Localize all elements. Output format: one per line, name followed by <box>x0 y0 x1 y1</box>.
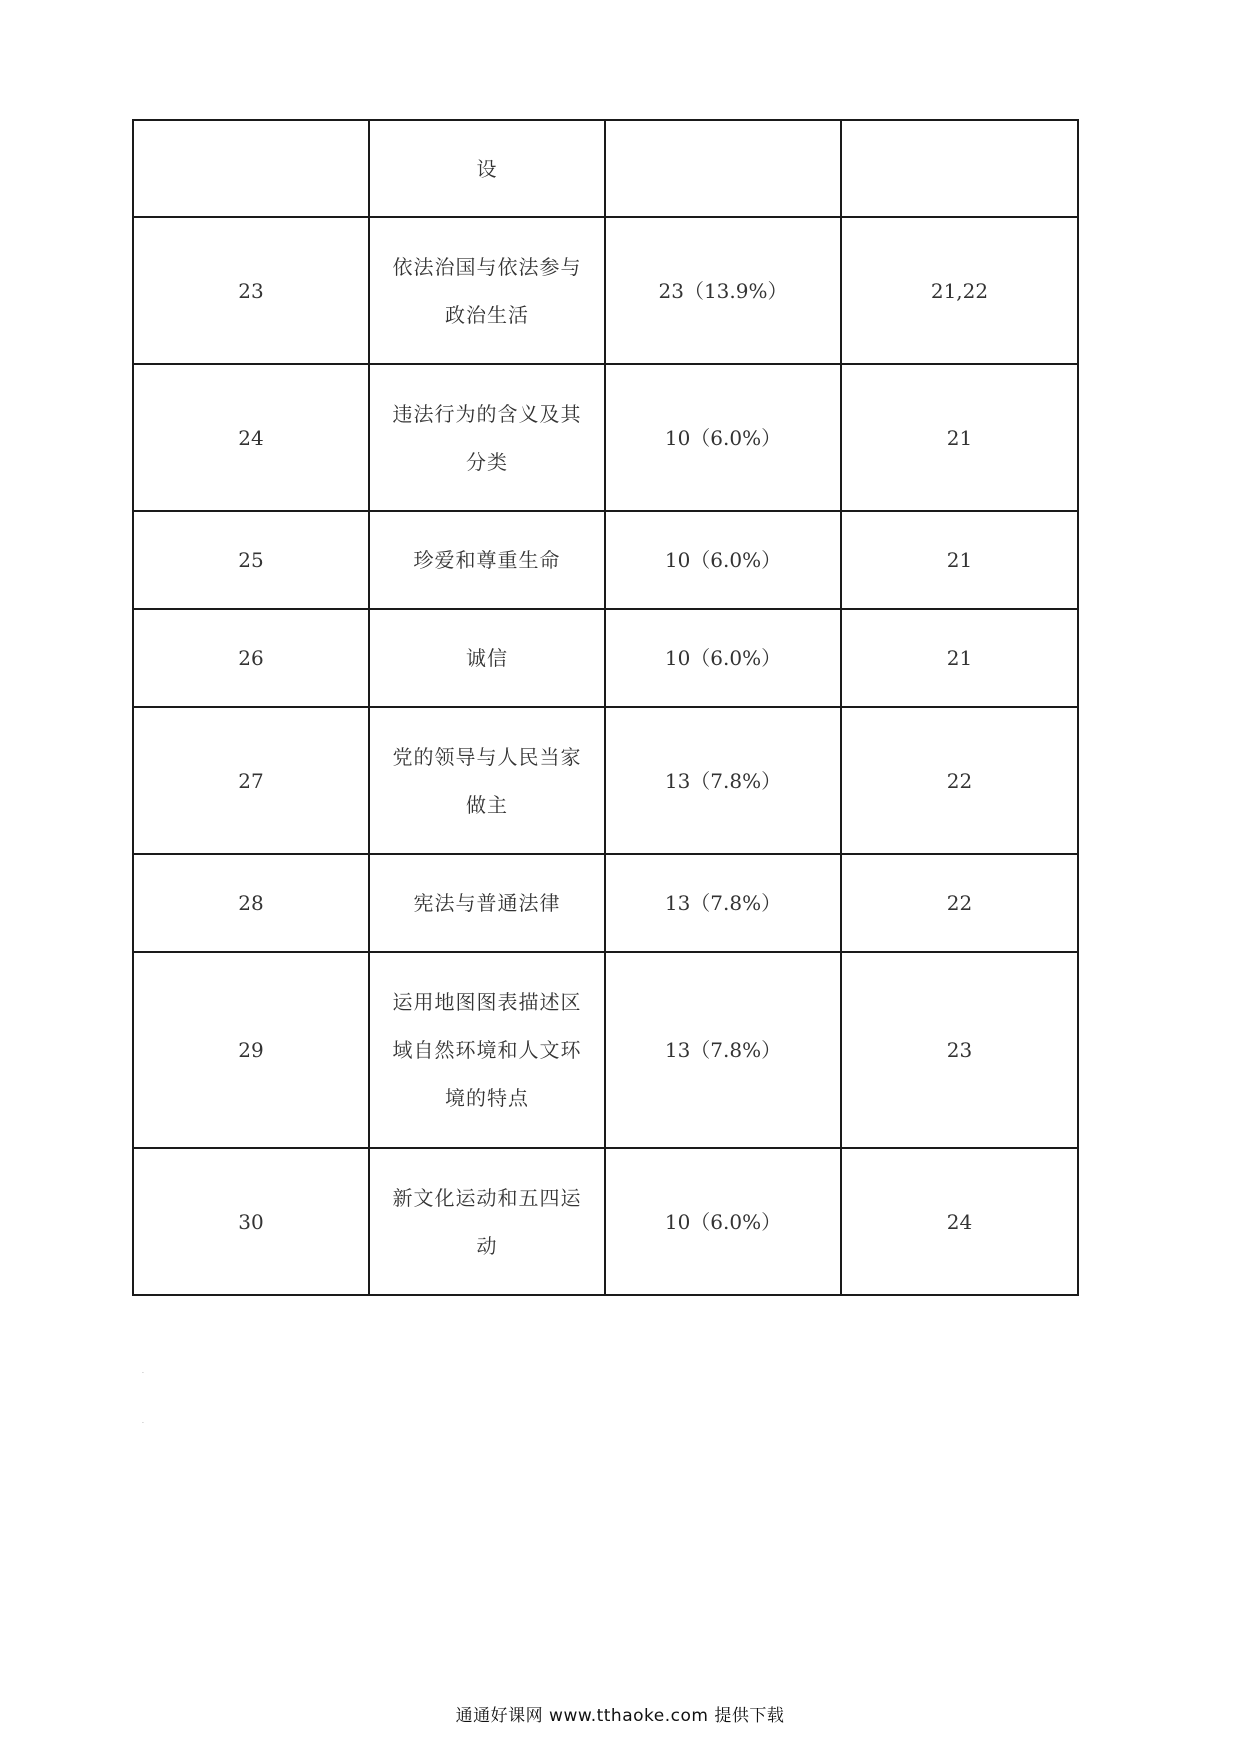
score-cell: 10（6.0%） <box>605 511 841 609</box>
topic-cell <box>369 1148 605 1295</box>
topic-cell <box>369 952 605 1148</box>
topic-text: 宪法与普通法律 <box>413 891 561 915</box>
topic-text: 党的领导与人民当家做主 <box>392 744 582 817</box>
items-cell: 23 <box>841 952 1078 1148</box>
stray-mark: . <box>142 1418 144 1425</box>
download-source-footer: 通通好课网 www.tthaoke.com 提供下载 <box>455 1706 785 1726</box>
score-cell: 13（7.8%） <box>605 707 841 854</box>
topic-text: 诚信 <box>466 646 508 670</box>
table-row <box>133 952 1078 1148</box>
topic-cell <box>369 707 605 854</box>
question-number-cell: 30 <box>133 1148 369 1295</box>
topic-cell <box>369 217 605 364</box>
score-cell: 23（13.9%） <box>605 217 841 364</box>
topic-cell <box>369 511 605 609</box>
topic-cell <box>369 854 605 952</box>
items-cell: 21,22 <box>841 217 1078 364</box>
topic-text: 珍爱和尊重生命 <box>413 548 561 572</box>
score-cell: 13（7.8%） <box>605 854 841 952</box>
items-cell: 22 <box>841 707 1078 854</box>
table-row <box>133 1148 1078 1295</box>
table-row <box>133 120 1078 217</box>
table-row <box>133 511 1078 609</box>
question-number-cell: 25 <box>133 511 369 609</box>
topic-text: 违法行为的含义及其分类 <box>392 401 582 474</box>
topic-cell <box>369 364 605 511</box>
question-number-cell: 23 <box>133 217 369 364</box>
score-cell: 13（7.8%） <box>605 952 841 1148</box>
score-cell <box>605 120 841 217</box>
topic-cell <box>369 609 605 707</box>
question-number-cell: 27 <box>133 707 369 854</box>
score-cell: 10（6.0%） <box>605 609 841 707</box>
items-cell: 22 <box>841 854 1078 952</box>
topic-text: 新文化运动和五四运动 <box>392 1185 582 1258</box>
items-cell: 24 <box>841 1148 1078 1295</box>
items-cell: 21 <box>841 364 1078 511</box>
table-row <box>133 609 1078 707</box>
question-number-cell: 28 <box>133 854 369 952</box>
question-number-cell: 29 <box>133 952 369 1148</box>
table-row <box>133 707 1078 854</box>
items-cell: 21 <box>841 511 1078 609</box>
topic-text: 运用地图图表描述区域自然环境和人文环境的特点 <box>392 990 582 1110</box>
topic-cell <box>369 120 605 217</box>
table-row <box>133 364 1078 511</box>
exam-analysis-table <box>132 119 1079 1296</box>
score-cell: 10（6.0%） <box>605 364 841 511</box>
question-number-cell <box>133 120 369 217</box>
score-cell: 10（6.0%） <box>605 1148 841 1295</box>
table-row <box>133 854 1078 952</box>
stray-mark: . <box>142 1368 144 1375</box>
question-number-cell: 26 <box>133 609 369 707</box>
question-number-cell: 24 <box>133 364 369 511</box>
table-row <box>133 217 1078 364</box>
topic-text: 设 <box>476 156 498 181</box>
items-cell: 21 <box>841 609 1078 707</box>
topic-text: 依法治国与依法参与政治生活 <box>392 254 582 327</box>
items-cell <box>841 120 1078 217</box>
